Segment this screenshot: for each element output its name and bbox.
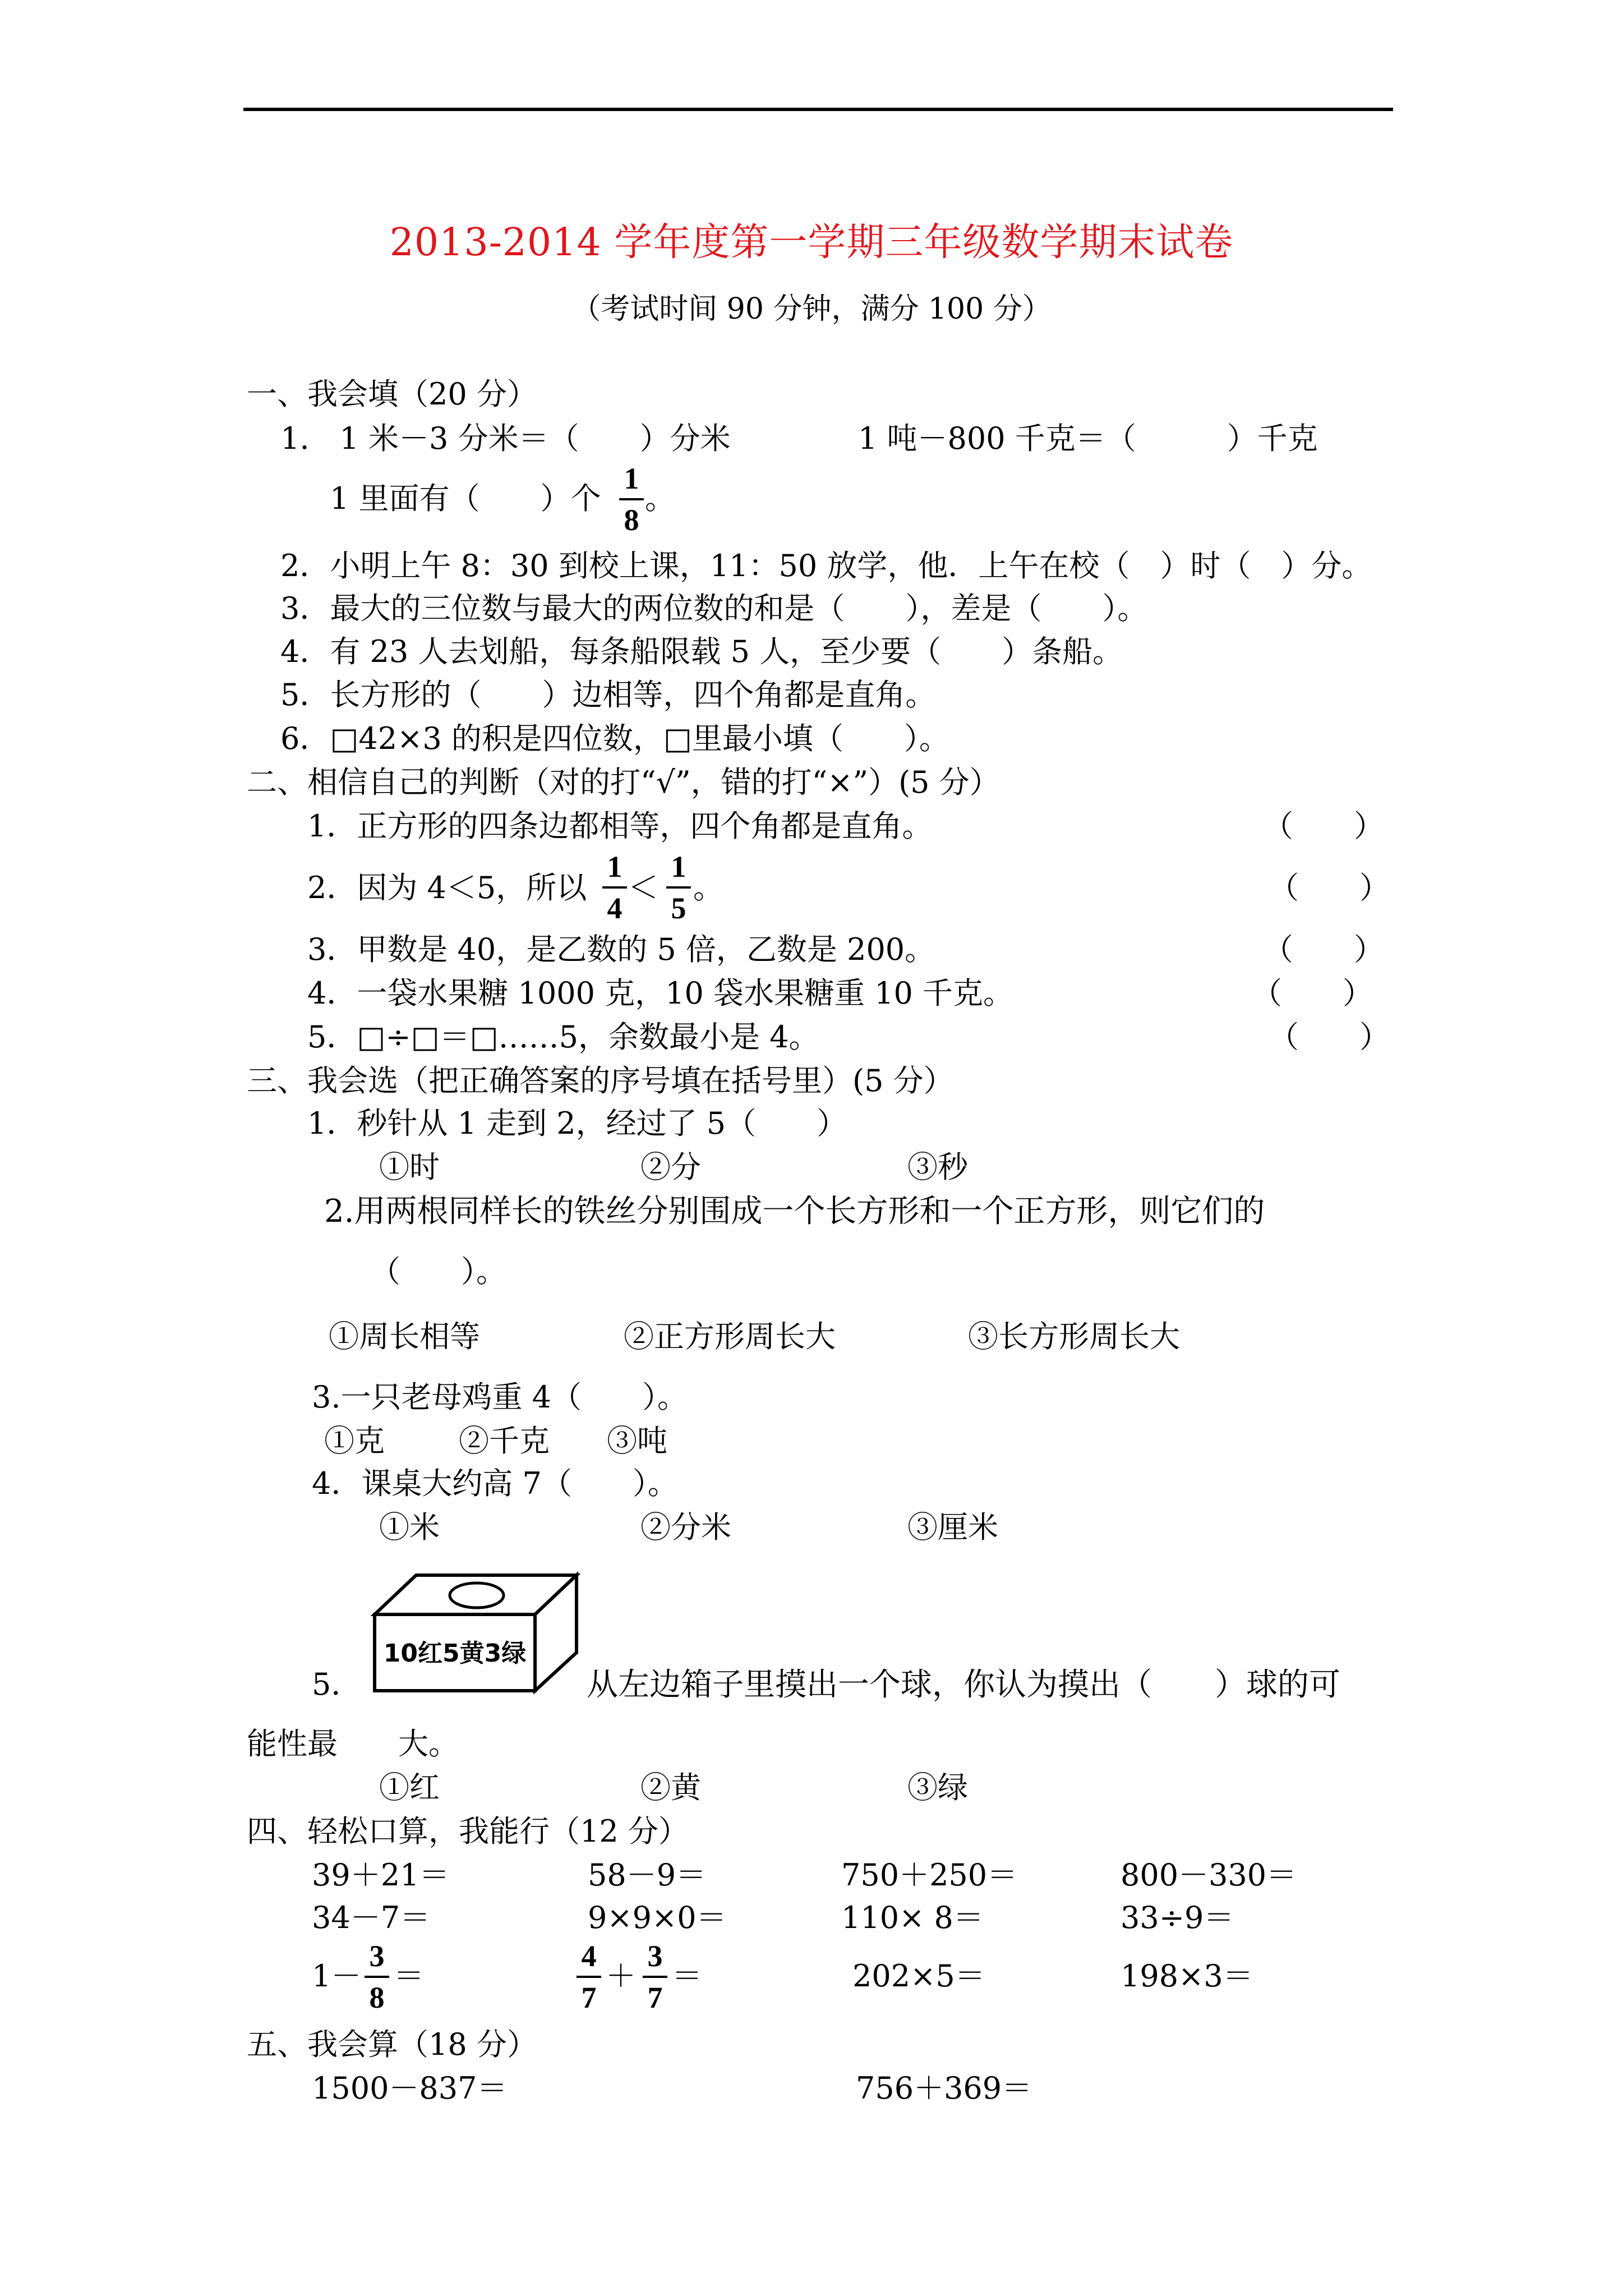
s4-r3-c3: 202×5＝ [852, 1958, 985, 1994]
s2-q4: 4．一袋水果糖 1000 克，10 袋水果糖重 10 千克。 [307, 976, 1014, 1011]
s3-q5-opt-2: ②黄 [640, 1770, 701, 1805]
s5-q1: 1500－837＝ [312, 2070, 508, 2106]
s1-q3: 3．最大的三位数与最大的两位数的和是（ ），差是（ ）。 [280, 591, 1148, 626]
s3-q3-opt-1: ①克 [324, 1423, 385, 1458]
s4-r3-c1-fraction: 3 8 [365, 1941, 389, 2013]
s4-r3-c1-end: ＝ [394, 1958, 424, 1994]
header-rule [243, 108, 1393, 111]
s5-q2: 756＋369＝ [856, 2070, 1032, 2106]
s1-q1c-end: 。 [645, 481, 675, 516]
s4-r3-c2-plus: ＋ [606, 1958, 636, 1994]
s4-r3-c1-pre: 1－ [312, 1958, 362, 1994]
s1-q4: 4．有 23 人去划船，每条船限载 5 人，至少要（ ）条船。 [280, 634, 1123, 669]
section-5-heading: 五、我会算（18 分） [247, 2027, 537, 2062]
s3-q5: 从左边箱子里摸出一个球，你认为摸出（ ）球的可 [587, 1667, 1340, 1703]
section-4-heading: 四、轻松口算，我能行（12 分） [247, 1814, 689, 1849]
s2-q2-bracket: （ ） [1269, 870, 1390, 905]
section-2-heading: 二、相信自己的判断（对的打“√”，错的打“×”）(5 分） [247, 765, 1000, 800]
s1-q1a: 1. 1 米－3 分米＝（ ）分米 [280, 421, 731, 456]
s1-q1b: 1 吨－800 千克＝（ ）千克 [858, 421, 1318, 456]
s2-q2: 2．因为 4＜5，所以 [307, 870, 587, 905]
s2-q5-bracket: （ ） [1269, 1019, 1390, 1055]
s4-r1-c3: 750＋250＝ [841, 1857, 1018, 1893]
s3-q4-opt-1: ①米 [379, 1510, 440, 1545]
s3-q3-opt-3: ③吨 [607, 1423, 667, 1458]
s4-r1-c1: 39＋21＝ [312, 1857, 450, 1893]
s2-q2-fraction-2: 1 5 [666, 852, 691, 923]
s3-q1-opt-2: ②分 [640, 1149, 701, 1185]
section-1-heading: 一、我会填（20 分） [247, 376, 537, 412]
s4-r3-c2-end: ＝ [672, 1958, 702, 1994]
s3-q1-opt-3: ③秒 [907, 1149, 968, 1185]
s3-q4-opt-3: ③厘米 [907, 1510, 998, 1545]
s3-q5-opt-3: ③绿 [907, 1770, 968, 1805]
exam-subtitle: （考试时间 90 分钟，满分 100 分） [571, 292, 1052, 326]
section-3-heading: 三、我会选（把正确答案的序号填在括号里）(5 分） [247, 1063, 954, 1098]
s3-q1-opt-1: ①时 [379, 1149, 440, 1185]
s1-q5: 5．长方形的（ ）边相等，四个角都是直角。 [280, 677, 936, 712]
s3-q5-opt-1: ①红 [379, 1770, 440, 1805]
s4-r2-c1: 34－7＝ [312, 1900, 431, 1935]
s3-q2-opt-3: ③长方形周长大 [968, 1319, 1180, 1354]
s3-q2-opt-1: ①周长相等 [329, 1319, 480, 1354]
s4-r1-c4: 800－330＝ [1121, 1857, 1297, 1893]
s2-q3-bracket: （ ） [1263, 932, 1384, 967]
exam-title: 2013-2014 学年度第一学期三年级数学期末试卷 [389, 220, 1234, 265]
s4-r3-c2-fraction-1: 4 7 [577, 1941, 601, 2013]
s2-q1: 1．正方形的四条边都相等，四个角都是直角。 [307, 808, 933, 844]
s1-q2: 2．小明上午 8：30 到校上课，11：50 放学，他．上午在校（ ）时（ ）分。 [280, 548, 1372, 583]
s3-q2-blank: （ ）。 [370, 1254, 506, 1289]
s2-q2-fraction-1: 1 4 [602, 852, 627, 923]
s3-q3-opt-2: ②千克 [459, 1423, 550, 1458]
s3-q5-cont: 能性最 大。 [247, 1726, 459, 1761]
s2-q1-bracket: （ ） [1263, 808, 1384, 844]
s3-q3: 3.一只老母鸡重 4（ ）。 [312, 1379, 688, 1415]
s2-q2-end: 。 [693, 870, 723, 905]
s3-q5-num: 5． [312, 1667, 362, 1702]
s3-q1: 1．秒针从 1 走到 2，经过了 5（ ） [307, 1106, 847, 1141]
s3-q2: 2.用两根同样长的铁丝分别围成一个长方形和一个正方形，则它们的 [324, 1193, 1265, 1230]
s1-q1c-fraction: 1 8 [619, 463, 644, 535]
s2-q3: 3．甲数是 40，是乙数的 5 倍，乙数是 200。 [307, 932, 935, 967]
s4-r2-c2: 9×9×0＝ [588, 1900, 727, 1935]
s4-r2-c4: 33÷9＝ [1121, 1900, 1234, 1935]
s3-q4-opt-2: ②分米 [640, 1510, 731, 1545]
s3-q4: 4．课桌大约高 7（ ）。 [312, 1466, 678, 1501]
ball-box-figure [370, 1571, 583, 1695]
s4-r3-c4: 198×3＝ [1121, 1958, 1253, 1994]
s2-q4-bracket: （ ） [1252, 976, 1373, 1011]
s4-r3-c2-fraction-2: 3 7 [643, 1941, 667, 2013]
s2-q5: 5．□÷□＝□……5，余数最小是 4。 [307, 1019, 819, 1055]
s2-q2-lt: ＜ [628, 870, 658, 905]
s1-q1c: 1 里面有（ ）个 [330, 481, 601, 516]
s4-r1-c2: 58－9＝ [588, 1857, 707, 1893]
s4-r2-c3: 110× 8＝ [841, 1900, 984, 1935]
s3-q2-opt-2: ②正方形周长大 [624, 1319, 836, 1354]
box-label: 10红5黄3绿 [383, 1639, 527, 1668]
s1-q6: 6．□42×3 的积是四位数，□里最小填（ ）。 [280, 721, 949, 756]
